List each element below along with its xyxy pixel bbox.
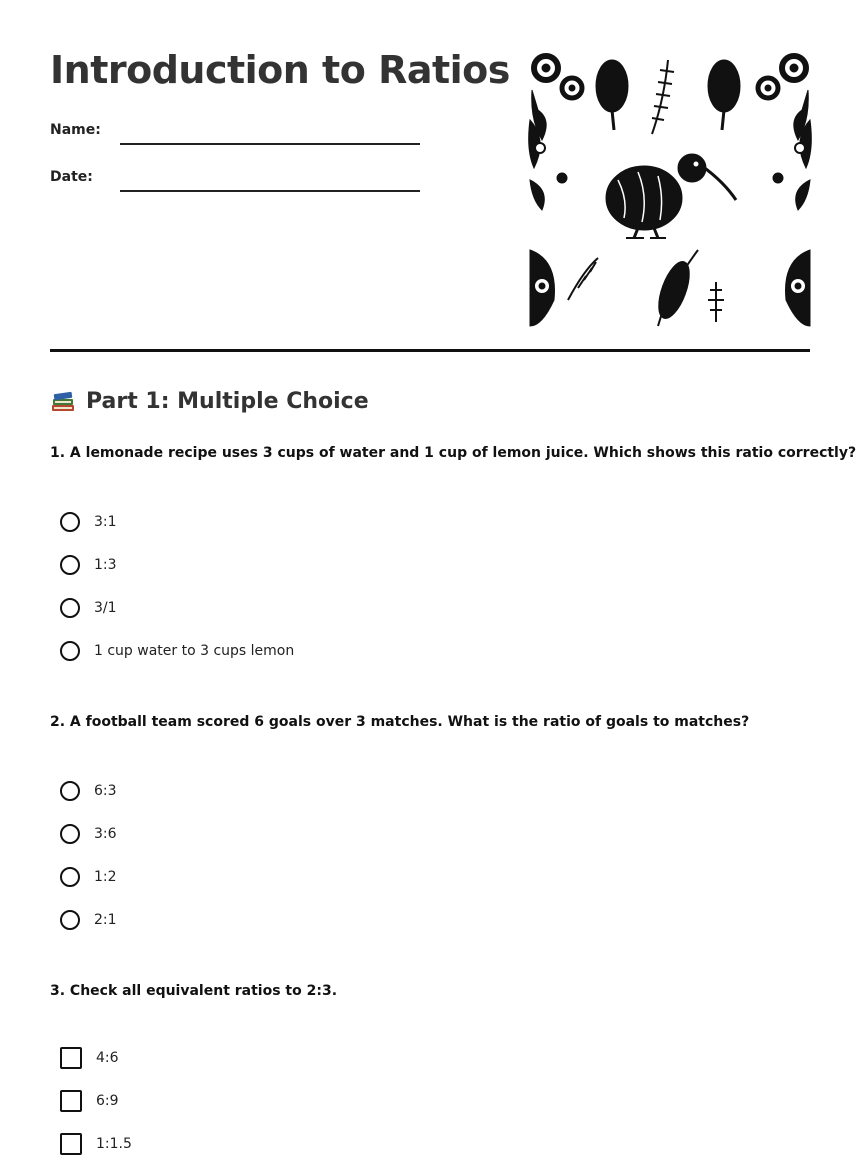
question-2-option-d[interactable]: 2:1 [60,908,117,932]
question-1-option-a[interactable]: 3:1 [60,510,117,534]
koru-ornament-icon [532,56,582,140]
kiwi-bird-icon [606,154,736,238]
checkbox[interactable] [60,1133,82,1155]
page-title: Introduction to Ratios [50,48,510,92]
radio-button[interactable] [60,512,80,532]
header-divider [50,349,810,352]
radio-button[interactable] [60,555,80,575]
books-icon [50,388,76,414]
kiwi-bird-fern-border-icon [528,50,812,330]
fern-leaf-icon [568,250,724,326]
question-1-option-b[interactable]: 1:3 [60,553,117,577]
checkbox[interactable] [60,1090,82,1112]
question-3-option-a[interactable]: 4:6 [60,1046,119,1070]
checkbox[interactable] [60,1047,82,1069]
radio-button[interactable] [60,598,80,618]
section-title-text: Part 1: Multiple Choice [86,388,369,414]
question-3-option-b[interactable]: 6:9 [60,1089,119,1113]
radio-button[interactable] [60,910,80,930]
question-2: 2. A football team scored 6 goals over 3 matches. What is the ratio of goals to matches? [50,714,750,730]
question-2-option-c[interactable]: 1:2 [60,865,117,889]
radio-button[interactable] [60,867,80,887]
question-1-option-d[interactable]: 1 cup water to 3 cups lemon [60,639,294,663]
question-2-option-b[interactable]: 3:6 [60,822,117,846]
fern-leaf-icon [596,60,740,134]
date-label: Date: [50,169,93,185]
name-field[interactable] [120,143,420,145]
question-1-option-c[interactable]: 3/1 [60,596,117,620]
question-3-option-c[interactable]: 1:1.5 [60,1132,132,1156]
radio-button[interactable] [60,781,80,801]
radio-button[interactable] [60,824,80,844]
koru-ornament-icon [758,56,808,140]
date-field[interactable] [120,190,420,192]
section-title [50,388,369,414]
name-label: Name: [50,122,101,138]
question-3: 3. Check all equivalent ratios to 2:3. [50,983,338,999]
question-2-option-a[interactable]: 6:3 [60,779,117,803]
radio-button[interactable] [60,641,80,661]
question-1: 1. A lemonade recipe uses 3 cups of water and 1 cup of lemon juice. Which shows this ratio correctly? [50,445,857,461]
